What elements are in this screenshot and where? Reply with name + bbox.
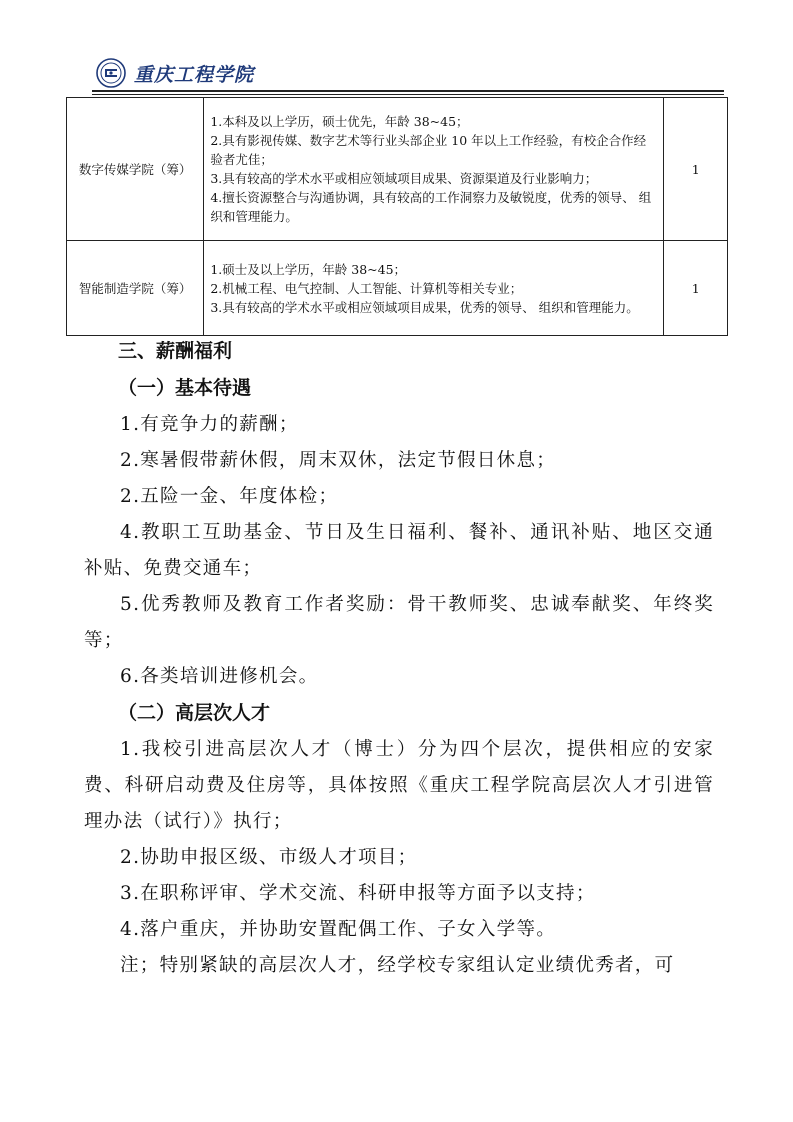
paragraph: 4.教职工互助基金、节日及生日福利、餐补、通讯补贴、地区交通补贴、免费交通车；: [84, 522, 714, 579]
headcount-cell: 1: [664, 241, 728, 336]
department-cell: 数字传媒学院（筹）: [67, 98, 204, 241]
requirements-cell: [204, 241, 664, 336]
requirement-line: 2.机械工程、电气控制、人工智能、计算机等相关专业；: [210, 280, 523, 296]
school-seal-icon: [96, 58, 126, 88]
paragraph: 4.落户重庆，并协助安置配偶工作、子女入学等。: [120, 919, 557, 940]
paragraph: 2.五险一金、年度体检；: [120, 486, 339, 507]
requirements-table: [66, 97, 728, 336]
school-name: 重庆工程学院: [134, 63, 255, 86]
paragraph: 1.我校引进高层次人才（博士）分为四个层次，提供相应的安家费、科研启动费及住房等，具体按照《重庆工程学院高层次人才引进管理办法（试行）》执行；: [84, 739, 714, 832]
headcount-cell: 1: [664, 98, 728, 241]
paragraph: 1.有竞争力的薪酬；: [120, 414, 299, 435]
paragraph: 2.协助申报区级、市级人才项目；: [120, 847, 418, 868]
subsection-heading: （二）高层次人才: [118, 702, 271, 724]
paragraph: 2.寒暑假带薪休假，周末双休，法定节假日休息；: [120, 450, 557, 471]
page-header: [92, 54, 724, 92]
school-logo: [96, 58, 254, 88]
requirement-line: 3.具有较高的学术水平或相应领域项目成果，优秀的领导、 组织和管理能力。: [210, 299, 639, 315]
header-rule-thin: [92, 94, 724, 95]
section-heading: 三、薪酬福利: [118, 340, 233, 362]
subsection-heading: （一）基本待遇: [118, 377, 252, 399]
requirement-line: 3.具有较高的学术水平或相应领域项目成果、资源渠道及行业影响力；: [210, 171, 598, 186]
table-row: [67, 241, 728, 336]
main-content: [84, 333, 714, 984]
requirements-cell: [204, 98, 664, 241]
paragraph: 注；特别紧缺的高层次人才，经学校专家组认定业绩优秀者，可: [120, 955, 675, 976]
paragraph: 6.各类培训进修机会。: [120, 666, 319, 687]
requirement-line: 4.擅长资源整合与沟通协调，具有较高的工作洞察力及敏锐度，优秀的领导、 组织和管理能力。: [210, 190, 652, 224]
requirement-line: 1.本科及以上学历，硕士优先，年龄 38~45；: [210, 114, 469, 129]
requirement-line: 1.硕士及以上学历，年龄 38~45；: [210, 261, 407, 277]
paragraph: 5.优秀教师及教育工作者奖励：骨干教师奖、忠诚奉献奖、年终奖等；: [84, 594, 714, 651]
department-cell: 智能制造学院（筹）: [67, 241, 204, 336]
header-rule: [92, 90, 724, 92]
paragraph: 3.在职称评审、学术交流、科研申报等方面予以支持；: [120, 883, 596, 904]
table-row: [67, 98, 728, 241]
requirement-line: 2.具有影视传媒、数字艺术等行业头部企业 10 年以上工作经验，有校企合作经验者尤佳；: [210, 133, 647, 167]
